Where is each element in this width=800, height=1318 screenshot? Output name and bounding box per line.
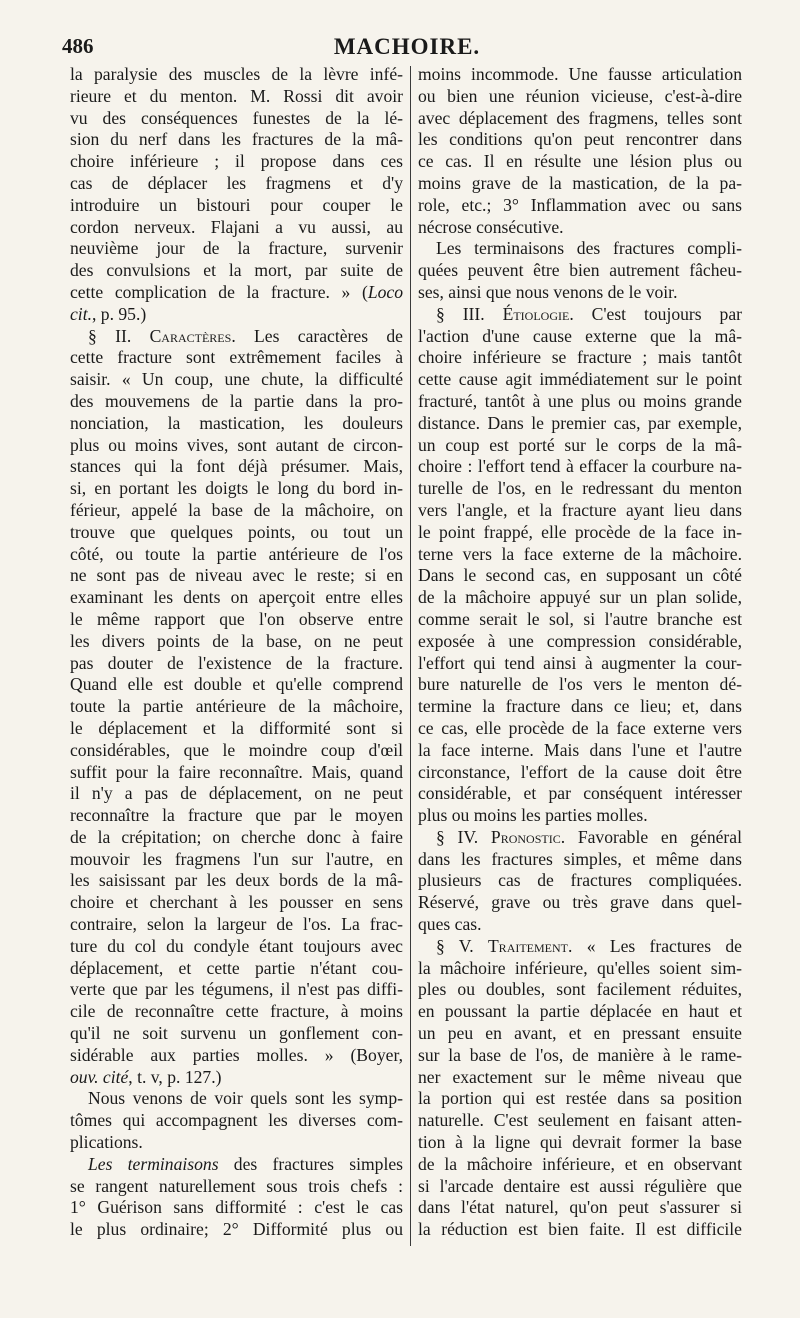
text-span: plus ou moins vives, sont autant de circon-: [70, 434, 403, 455]
text-span: cette fracture sont extrêmement faciles à: [70, 347, 403, 368]
text-span: Quand elle est double et qu'elle comprend: [70, 674, 403, 695]
text-span: les divers points de la base, on ne peut: [70, 630, 403, 651]
text-span: tômes qui accompagnent les diverses com-: [70, 1110, 403, 1131]
page-header: [62, 34, 752, 66]
text-span: saisir. « Un coup, une chute, la difficulté: [70, 369, 403, 390]
text-span: choire : l'effort tend à effacer la courbure na-: [418, 456, 742, 477]
text-span: de la mâchoire inférieure, et en observant: [418, 1153, 742, 1174]
text-line: [70, 217, 403, 239]
text-span: plusieurs cas de fractures compliquées.: [418, 870, 742, 891]
text-line: [418, 1197, 742, 1219]
text-span: la paralysie des muscles de la lèvre infé-: [70, 64, 403, 84]
text-span: sidérable aux parties molles. » (Boyer,: [70, 1044, 403, 1065]
text-span: de la crépitation; on cherche donc à faire: [70, 826, 403, 847]
italic-text: ouv. cité: [70, 1066, 129, 1087]
text-span: choire et cherchant à les pousser en sens: [70, 892, 403, 913]
text-span: le même rapport que l'on observe entre: [70, 608, 403, 629]
text-line: [70, 238, 403, 260]
text-span: sion du nerf dans les fractures de la mâ-: [70, 129, 403, 150]
text-line: [70, 762, 403, 784]
text-span: toute la partie antérieure de la mâchoire,: [70, 696, 403, 717]
text-span: circonstance, l'effort de la cause doit être: [418, 761, 742, 782]
text-span: en poussant la partie déplacée en haut et: [418, 1001, 742, 1022]
text-span: . Les caractères de: [231, 325, 403, 346]
text-span: verte que par les tégumens, il n'est pas diffi-: [70, 979, 403, 1000]
text-line: [70, 740, 403, 762]
text-line: [70, 1219, 403, 1241]
text-line: [418, 783, 742, 805]
text-span: ner exactement sur le même niveau que: [418, 1066, 742, 1087]
text-line: [418, 500, 742, 522]
text-span: mouvoir les fragmens l'un sur l'autre, en: [70, 848, 403, 869]
text-line: [70, 413, 403, 435]
text-span: des fractures simples: [218, 1153, 403, 1174]
text-line: [70, 1067, 403, 1089]
text-line: [70, 1045, 403, 1067]
text-line: [418, 108, 742, 130]
text-line: [418, 696, 742, 718]
text-span: contraire, selon la largeur de l'os. La frac-: [70, 914, 403, 935]
text-span: ques cas.: [418, 914, 482, 935]
text-span: ples ou doubles, sont facilement réduites,: [418, 979, 742, 1000]
text-line: [418, 718, 742, 740]
text-line: [70, 1110, 403, 1132]
text-line: [418, 1176, 742, 1198]
text-line: [418, 391, 742, 413]
text-line: [418, 195, 742, 217]
text-span: les saisissant par les deux bords de la mâ-: [70, 870, 403, 891]
text-line: [418, 456, 742, 478]
text-line: [418, 413, 742, 435]
text-span: avec déplacement des fragmens, telles sont: [418, 107, 742, 128]
text-line: [418, 238, 742, 260]
text-line: [418, 979, 742, 1001]
text-line: [70, 870, 403, 892]
section-heading: Caractères: [149, 325, 232, 346]
text-line: [418, 587, 742, 609]
text-span: Nous venons de voir quels sont les symp-: [88, 1088, 403, 1109]
text-span: Réservé, grave ou très grave dans quel-: [418, 892, 742, 913]
text-line: [418, 217, 742, 239]
text-span: introduire un bistouri pour couper le: [70, 194, 403, 215]
text-line: [418, 1110, 742, 1132]
text-line: [418, 1132, 742, 1154]
text-line: [70, 696, 403, 718]
text-line: [70, 587, 403, 609]
text-span: un peu en avant, et en pressant ensuite: [418, 1023, 742, 1044]
text-line: [70, 391, 403, 413]
text-span: nécrose consécutive.: [418, 216, 564, 237]
text-span: trouve que quelques points, ou tout un: [70, 521, 403, 542]
text-span: termine la fracture dans ce lieu; et, dans: [418, 696, 742, 717]
text-line: [418, 369, 742, 391]
text-span: cile de reconnaître cette fracture, à moins: [70, 1001, 403, 1022]
text-line: [418, 282, 742, 304]
text-span: examinant les dents on aperçoit entre elles: [70, 587, 403, 608]
text-span: vu des conséquences funestes de la lé-: [70, 107, 403, 128]
text-line: [418, 631, 742, 653]
text-line: [70, 435, 403, 457]
column-divider: [410, 66, 411, 1246]
text-span: ture du col du condyle étant toujours avec: [70, 935, 403, 956]
text-line: [418, 129, 742, 151]
text-line: [418, 260, 742, 282]
italic-text: Les terminaisons: [88, 1153, 219, 1174]
text-line: [418, 870, 742, 892]
text-span: neuvième jour de la fracture, survenir: [70, 238, 403, 259]
text-line: [418, 609, 742, 631]
text-line: [418, 565, 742, 587]
text-span: le plus ordinaire; 2° Difformité plus ou: [70, 1219, 403, 1240]
text-span: role, etc.; 3° Inflammation avec ou sans: [418, 194, 742, 215]
text-line: [418, 544, 742, 566]
text-span: ses, ainsi que nous venons de le voir.: [418, 281, 678, 302]
text-span: de la mâchoire appuyé sur un plan solide,: [418, 587, 742, 608]
text-line: [418, 478, 742, 500]
text-span: terne vers la face externe de la mâchoire.: [418, 543, 742, 564]
text-line: [418, 1023, 742, 1045]
text-span: , t. v, p. 127.): [128, 1066, 222, 1087]
text-span: . « Les fractures de: [568, 935, 742, 956]
text-span: comme serait le sol, si l'autre branche est: [418, 608, 742, 629]
text-line: [70, 674, 403, 696]
text-span: la face interne. Mais dans l'une et l'autre: [418, 739, 742, 760]
text-line: [70, 1197, 403, 1219]
text-span: tion à la ligne qui devrait former la base: [418, 1132, 742, 1153]
text-line: [70, 936, 403, 958]
text-line: [418, 740, 742, 762]
text-span: turelle de l'os, en le redressant du menton: [418, 478, 742, 499]
text-line: [70, 892, 403, 914]
text-span: . Favorable en général: [560, 826, 742, 847]
text-line: [70, 64, 403, 86]
text-span: naturelle. C'est seulement en faisant atten-: [418, 1110, 742, 1131]
text-line: [70, 1088, 403, 1110]
text-line: [418, 653, 742, 675]
text-span: l'effort qui tend ainsi à augmenter la cour-: [418, 652, 742, 673]
text-span: bure naturelle de l'os vers le menton dé-: [418, 674, 742, 695]
text-line: [418, 1219, 742, 1241]
text-span: sur la base de l'os, de manière à le rame-: [418, 1044, 742, 1065]
text-line: [418, 86, 742, 108]
text-line: [70, 827, 403, 849]
text-line: [70, 282, 403, 304]
text-span: ce cas. Il en résulte une lésion plus ou: [418, 151, 742, 172]
text-line: [418, 827, 742, 849]
section-heading: Étiologie: [502, 303, 570, 324]
text-span: § IV.: [436, 826, 491, 847]
text-line: [70, 108, 403, 130]
text-span: plus ou moins les parties molles.: [418, 805, 648, 826]
text-span: ne sont pas de niveau avec le reste; si en: [70, 565, 403, 586]
text-line: [70, 151, 403, 173]
text-line: [418, 958, 742, 980]
text-span: reconnaître la fracture que par le moyen: [70, 805, 403, 826]
text-line: [70, 1154, 403, 1176]
text-line: [70, 456, 403, 478]
text-line: [70, 849, 403, 871]
text-span: cordon nerveux. Flajani a vu aussi, au: [70, 216, 403, 237]
text-line: [70, 631, 403, 653]
text-line: [70, 609, 403, 631]
text-line: [418, 1067, 742, 1089]
text-line: [70, 522, 403, 544]
text-span: déplacement, et cette partie n'étant cou-: [70, 957, 403, 978]
text-span: vers l'angle, et la fracture ayant lieu dans: [418, 499, 742, 520]
text-span: cette complication de la fracture. » (: [70, 281, 368, 302]
text-span: la réduction est bien faite. Il est difficile: [418, 1219, 742, 1240]
text-span: suffit pour la faire reconnaître. Mais, quand: [70, 761, 403, 782]
text-span: stances qui la font déjà présumer. Mais,: [70, 456, 403, 477]
text-span: § II.: [88, 325, 150, 346]
text-span: des convulsions et la mort, par suite de: [70, 260, 403, 281]
italic-text: cit.: [70, 303, 92, 324]
text-span: moins incommode. Une fausse articulation: [418, 64, 742, 84]
text-line: [70, 783, 403, 805]
text-line: [418, 892, 742, 914]
text-span: distance. Dans le premier cas, par exemple,: [418, 412, 742, 433]
text-span: la mâchoire inférieure, qu'elles soient sim-: [418, 957, 742, 978]
text-line: [70, 129, 403, 151]
text-span: férieur, appelé la base de la mâchoire, on: [70, 499, 403, 520]
text-span: choire inférieure se fracture ; mais tantôt: [418, 347, 742, 368]
text-line: [418, 435, 742, 457]
text-span: § V.: [436, 935, 488, 956]
text-span: dans l'état naturel, qu'on peut s'assurer si: [418, 1197, 742, 1218]
text-span: côté, ou toute la partie antérieure de l'os: [70, 543, 403, 564]
text-line: [70, 914, 403, 936]
text-span: cette cause agit immédiatement sur le point: [418, 369, 742, 390]
text-line: [70, 1176, 403, 1198]
text-span: un coup est porté sur le corps de la mâ-: [418, 434, 742, 455]
text-span: choire inférieure ; il propose dans ces: [70, 151, 403, 172]
text-span: . C'est toujours par: [569, 303, 742, 324]
left-column: [70, 64, 403, 1241]
text-line: [70, 653, 403, 675]
text-span: considérables, que le moindre coup d'œil: [70, 739, 403, 760]
text-span: qu'il ne soit survenu un gonflement con-: [70, 1023, 403, 1044]
text-span: si, en portant les doigts le long du bord in-: [70, 478, 403, 499]
text-line: [418, 522, 742, 544]
text-line: [70, 478, 403, 500]
text-line: [418, 674, 742, 696]
text-span: ou bien une réunion vicieuse, c'est-à-dire: [418, 85, 742, 106]
text-line: [418, 304, 742, 326]
text-span: fracturé, tantôt à une plus ou moins grande: [418, 390, 742, 411]
text-line: [70, 1023, 403, 1045]
text-span: se rangent naturellement sous trois chefs :: [70, 1175, 403, 1196]
running-title: MACHOIRE.: [333, 34, 481, 59]
text-line: [70, 544, 403, 566]
section-heading: Pronostic: [490, 826, 561, 847]
text-span: exposée à une compression considérable,: [418, 630, 742, 651]
text-line: [70, 979, 403, 1001]
text-span: plications.: [70, 1132, 143, 1153]
text-line: [70, 304, 403, 326]
text-line: [70, 565, 403, 587]
text-span: rieure et du menton. M. Rossi dit avoir: [70, 85, 403, 106]
text-span: Les terminaisons des fractures compli-: [436, 238, 742, 259]
text-line: [418, 347, 742, 369]
text-span: Dans le second cas, en supposant un côté: [418, 565, 742, 586]
text-line: [70, 86, 403, 108]
text-line: [70, 718, 403, 740]
text-line: [418, 1088, 742, 1110]
text-span: ce cas, elle procède de la face externe vers: [418, 717, 742, 738]
italic-text: Loco: [367, 281, 403, 302]
text-line: [70, 173, 403, 195]
page-number: 486: [62, 34, 94, 58]
text-span: si l'arcade dentaire est aussi régulière que: [418, 1175, 742, 1196]
text-span: 1° Guérison sans difformité : c'est le cas: [70, 1197, 403, 1218]
text-line: [418, 762, 742, 784]
text-line: [70, 1001, 403, 1023]
text-span: dans les fractures simples, et même dans: [418, 848, 742, 869]
text-line: [418, 173, 742, 195]
text-line: [418, 151, 742, 173]
text-line: [70, 1132, 403, 1154]
text-line: [418, 1154, 742, 1176]
text-line: [418, 936, 742, 958]
text-line: [418, 1001, 742, 1023]
text-span: il n'y a pas de déplacement, on ne peut: [70, 783, 403, 804]
text-line: [418, 326, 742, 348]
text-span: des mouvemens de la partie dans la pro-: [70, 390, 403, 411]
text-line: [70, 195, 403, 217]
text-line: [70, 260, 403, 282]
text-span: § III.: [436, 303, 503, 324]
text-span: quées peuvent être bien autrement fâcheu-: [418, 260, 742, 281]
text-line: [70, 369, 403, 391]
section-heading: Traitement: [487, 935, 569, 956]
text-span: pas douter de l'existence de la fracture.: [70, 652, 403, 673]
text-span: l'action d'une cause externe que la mâ-: [418, 325, 742, 346]
text-span: le déplacement et la difformité sont si: [70, 717, 403, 738]
text-line: [70, 326, 403, 348]
text-span: les conditions qu'on peut rencontrer dans: [418, 129, 742, 150]
text-line: [418, 64, 742, 86]
text-line: [70, 347, 403, 369]
text-span: cas de déplacer les fragmens et d'y: [70, 172, 403, 193]
text-span: , p. 95.): [91, 303, 147, 324]
text-span: nonciation, la mastication, les douleurs: [70, 412, 403, 433]
text-line: [418, 1045, 742, 1067]
text-span: considérable, et par conséquent intéresser: [418, 783, 742, 804]
text-span: moins grave de la mastication, de la pa-: [418, 172, 742, 193]
text-line: [70, 958, 403, 980]
text-span: la portion qui est restée dans sa position: [418, 1088, 742, 1109]
text-line: [70, 500, 403, 522]
text-line: [418, 914, 742, 936]
text-span: le point frappé, elle procède de la face in-: [418, 521, 742, 542]
text-line: [418, 849, 742, 871]
right-column: [418, 64, 742, 1241]
text-line: [418, 805, 742, 827]
text-line: [70, 805, 403, 827]
